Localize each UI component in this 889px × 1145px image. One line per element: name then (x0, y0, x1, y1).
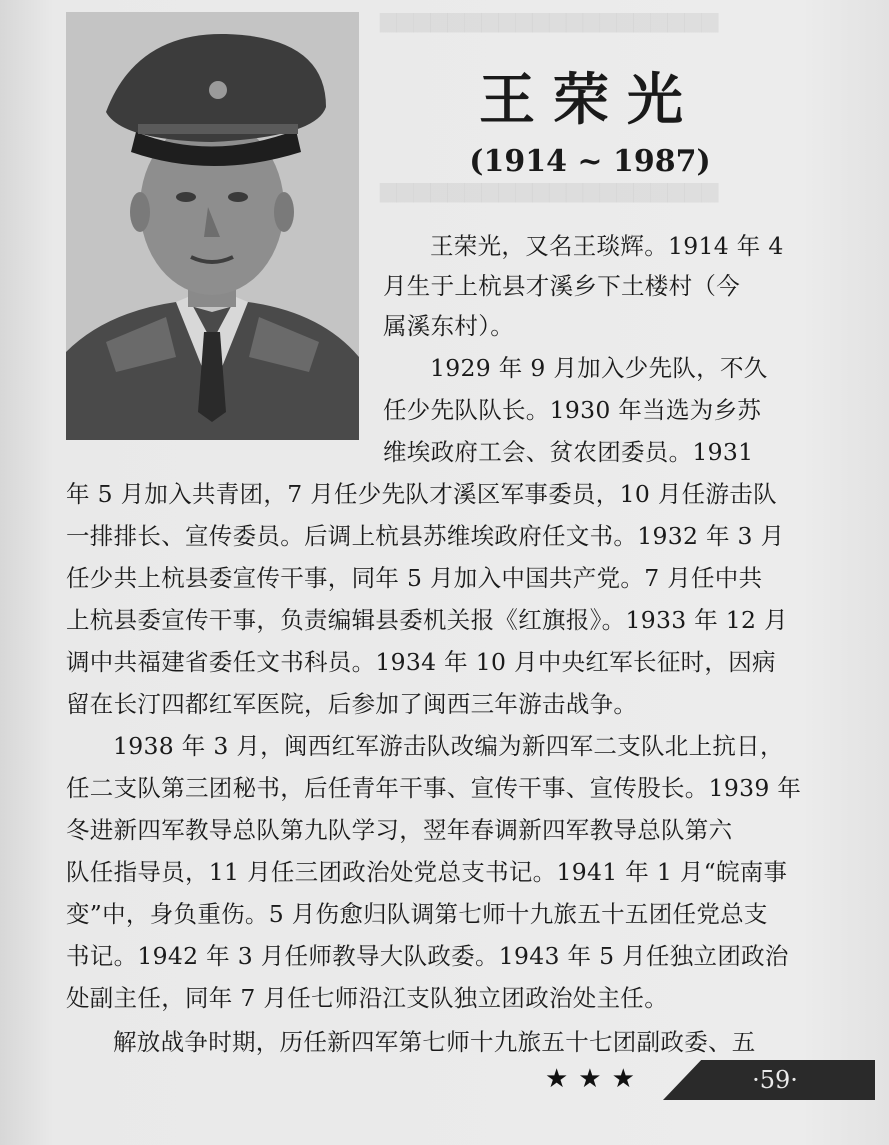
body-text-line: 任少共上杭县委宣传干事，同年 5 月加入中国共产党。7 月任中共 (66, 564, 763, 592)
body-text-line: 王荣光，又名王琰辉。1914 年 4 (430, 232, 784, 260)
portrait-photo-icon (66, 12, 359, 440)
bleed-through-texture: ▆▆▆▆▆▆▆▆▆▆▆▆▆▆▆▆▆▆▆▆ (380, 178, 719, 203)
body-text-line: 年 5 月加入共青团，7 月任少先队才溪区军事委员，10 月任游击队 (66, 480, 777, 508)
page-number: ·59· (752, 1066, 798, 1094)
life-years: (1914 ~ 1987) (469, 144, 711, 179)
body-text-line: 处副主任，同年 7 月任七师沿江支队独立团政治处主任。 (66, 984, 668, 1012)
body-text-line: 变”中，身负重伤。5 月伤愈归队调第七师十九旅五十五团任党总支 (66, 900, 768, 928)
body-text-line: 1929 年 9 月加入少先队，不久 (430, 354, 768, 382)
body-text-line: 月生于上杭县才溪乡下土楼村（今 (383, 272, 740, 300)
body-text-line: 冬进新四军教导总队第九队学习，翌年春调新四军教导总队第六 (66, 816, 733, 844)
body-text-line: 调中共福建省委任文书科员。1934 年 10 月中央红军长征时，因病 (66, 648, 776, 676)
page-footer (545, 1052, 875, 1112)
body-text-line: 任少先队队长。1930 年当选为乡苏 (383, 396, 762, 424)
body-text-line: 一排排长、宣传委员。后调上杭县苏维埃政府任文书。1932 年 3 月 (66, 522, 785, 550)
body-text-line: 1938 年 3 月，闽西红军游击队改编为新四军二支队北上抗日， (113, 732, 784, 760)
body-text-line: 上杭县委宣传干事，负责编辑县委机关报《红旗报》。1933 年 12 月 (66, 606, 788, 634)
body-text-line: 书记。1942 年 3 月任师教导大队政委。1943 年 5 月任独立团政治 (66, 942, 789, 970)
portrait-photo (66, 12, 359, 440)
body-text-line: 维埃政府工会、贫农团委员。1931 (383, 438, 754, 466)
body-text-line: 任二支队第三团秘书，后任青年干事、宣传干事、宣传股长。1939 年 (66, 774, 802, 802)
bleed-through-texture: ▆▆▆▆▆▆▆▆▆▆▆▆▆▆▆▆▆▆▆▆ (380, 8, 719, 33)
body-text-line: 留在长汀四都红军医院，后参加了闽西三年游击战争。 (66, 690, 638, 718)
body-text-line: 属溪东村）。 (383, 312, 515, 340)
person-name: 王荣光 (479, 67, 701, 133)
body-text-line: 解放战争时期，历任新四军第七师十九旅五十七团副政委、五 (113, 1028, 756, 1056)
body-text-line: 队任指导员，11 月任三团政治处党总支书记。1941 年 1 月“皖南事 (66, 858, 788, 886)
footer-stars: ★★★ (545, 1064, 645, 1094)
